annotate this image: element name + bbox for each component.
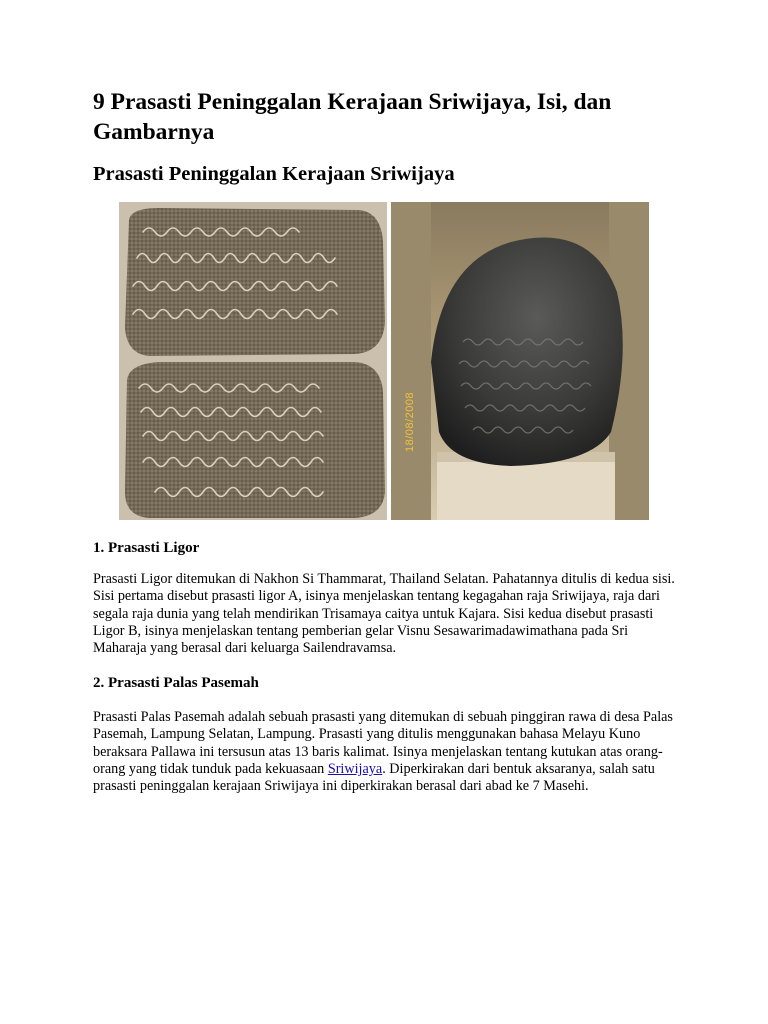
page-subtitle: Prasasti Peninggalan Kerajaan Sriwijaya: [93, 163, 455, 185]
body-text-before-link: Prasasti Palas Pasemah adalah sebuah prasasti yang ditemukan di sebuah pinggiran rawa di desa Palas Pasemah, Lampung Selatan, Lampung. Prasasti yang ditulis menggunakan bahasa Melayu Kuno beraksara Pallawa ini tersusun atas 13 baris kalimat. Isinya menjelaskan tentang kutukan atas orang-orang yang tidak tunduk pada kekuasaan: [93, 709, 673, 777]
section-body-palas-pasemah: [93, 709, 683, 795]
sriwijaya-link[interactable]: Sriwijaya: [327, 760, 383, 777]
inscription-tablets-photo: [119, 202, 387, 520]
section-heading-palas-pasemah: 2. Prasasti Palas Pasemah: [93, 675, 259, 691]
photo-date-stamp: 18/08/2008: [404, 391, 416, 452]
inscription-stone-image: [391, 202, 649, 520]
inscription-tablets-image: [119, 202, 387, 520]
inscription-stone-photo: [391, 202, 649, 520]
body-text-after-link: . Diperkirakan dari bentuk aksaranya, salah satu prasasti peninggalan kerajaan Sriwijaya ini diperkirakan berasal dari abad ke 7 Masehi.: [93, 760, 655, 795]
section-body-ligor: Prasasti Ligor ditemukan di Nakhon Si Thammarat, Thailand Selatan. Pahatannya ditulis di kedua sisi. Sisi pertama disebut prasasti ligor A, isinya menjelaskan tentang kegagahan raja Sriwijaya, raja dari segala raja dunia yang telah mendirikan Trisamaya caitya untuk Kajara. Sisi kedua disebut prasasti Ligor B, isinya menjelaskan tentang pemberian gelar Visnu Sesawarimadawimathana pada Sri Maharaja yang berasal dari keluarga Sailendravamsa.: [93, 571, 675, 657]
page-title: 9 Prasasti Peninggalan Kerajaan Sriwijaya, Isi, dan Gambarnya: [93, 89, 612, 145]
section-heading-ligor: 1. Prasasti Ligor: [93, 540, 200, 556]
